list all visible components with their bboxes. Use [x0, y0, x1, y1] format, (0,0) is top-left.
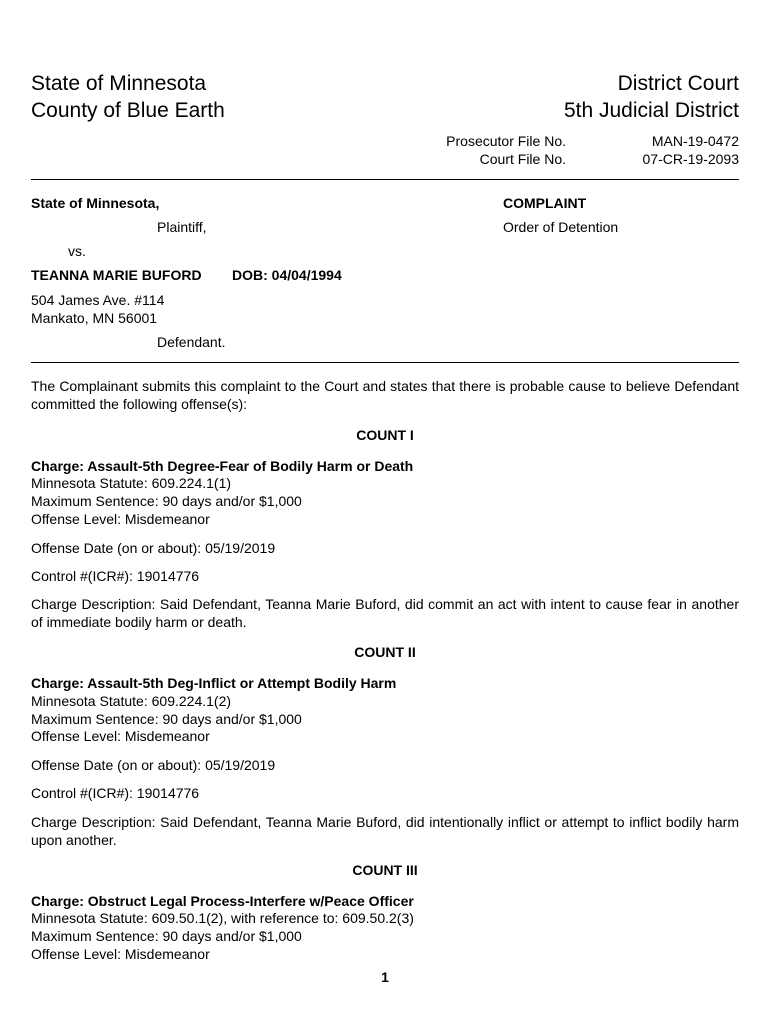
count-statute: Minnesota Statute: 609.224.1(2)	[31, 693, 232, 709]
court-heading: District Court	[617, 72, 739, 95]
county-heading: County of Blue Earth	[31, 99, 225, 122]
count-heading: COUNT I	[356, 427, 414, 443]
count-control-number: Control #(ICR#): 19014776	[31, 785, 200, 801]
prosecutor-file-label: Prosecutor File No.	[446, 133, 566, 149]
count-heading: COUNT II	[354, 644, 416, 660]
document-type: COMPLAINT	[503, 195, 587, 211]
count-offense-level: Offense Level: Misdemeanor	[31, 511, 210, 527]
plaintiff-role: Plaintiff,	[157, 219, 207, 235]
count-offense-level: Offense Level: Misdemeanor	[31, 728, 210, 744]
count-offense-level: Offense Level: Misdemeanor	[31, 946, 210, 962]
defendant-address-line1: 504 James Ave. #114	[31, 292, 165, 308]
count-max-sentence: Maximum Sentence: 90 days and/or $1,000	[31, 711, 302, 727]
header-divider	[31, 179, 739, 180]
prosecutor-file-value: MAN-19-0472	[651, 133, 739, 149]
count-offense-date: Offense Date (on or about): 05/19/2019	[31, 757, 276, 773]
court-file-value: 07-CR-19-2093	[642, 151, 739, 167]
count-statute: Minnesota Statute: 609.224.1(1)	[31, 475, 232, 491]
count-max-sentence: Maximum Sentence: 90 days and/or $1,000	[31, 928, 302, 944]
count-statute: Minnesota Statute: 609.50.1(2), with reference to: 609.50.2(3)	[31, 910, 414, 926]
state-heading: State of Minnesota	[31, 72, 207, 95]
caption-divider	[31, 362, 739, 363]
defendant-role: Defendant.	[157, 334, 226, 350]
defendant-dob: DOB: 04/04/1994	[232, 267, 342, 283]
count-control-number: Control #(ICR#): 19014776	[31, 568, 200, 584]
count-charge: Charge: Assault-5th Deg-Inflict or Attempt Bodily Harm	[31, 675, 397, 691]
defendant-name: TEANNA MARIE BUFORD	[31, 267, 202, 283]
page-number: 1	[381, 969, 389, 985]
document-subtype: Order of Detention	[503, 219, 619, 235]
defendant-address-line2: Mankato, MN 56001	[31, 310, 158, 326]
intro-paragraph: The Complainant submits this complaint to the Court and states that there is probable cause to believe Defendant committed the following offense(s):	[31, 378, 739, 412]
district-heading: 5th Judicial District	[563, 99, 739, 122]
plaintiff-name: State of Minnesota,	[31, 195, 160, 211]
count-description: Charge Description: Said Defendant, Teanna Marie Buford, did intentionally inflict or attempt to inflict bodily harm upon another.	[31, 814, 739, 848]
count-max-sentence: Maximum Sentence: 90 days and/or $1,000	[31, 493, 302, 509]
versus: vs.	[68, 243, 86, 259]
count-heading: COUNT III	[352, 862, 418, 878]
count-description: Charge Description: Said Defendant, Teanna Marie Buford, did commit an act with intent to cause fear in another of immediate bodily harm or death.	[31, 596, 739, 630]
count-charge: Charge: Obstruct Legal Process-Interfere w/Peace Officer	[31, 893, 414, 909]
count-offense-date: Offense Date (on or about): 05/19/2019	[31, 540, 276, 556]
court-file-label: Court File No.	[479, 151, 566, 167]
count-charge: Charge: Assault-5th Degree-Fear of Bodily Harm or Death	[31, 458, 414, 474]
